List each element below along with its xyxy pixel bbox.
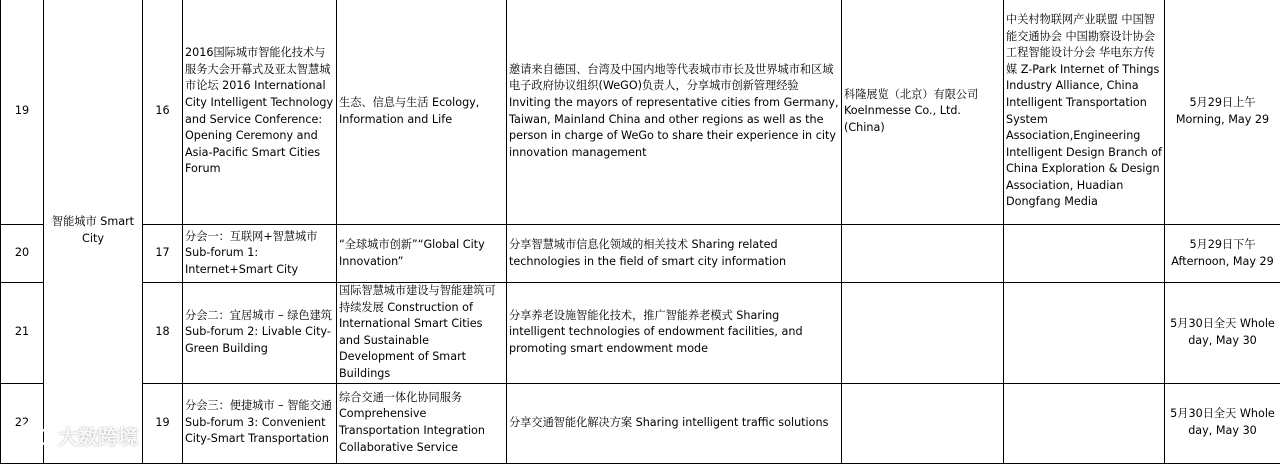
table-row — [1, 283, 1280, 384]
category-cell: 智能城市 Smart City — [44, 0, 143, 463]
content-cell: 分享养老设施智能化技术，推广智能养老模式 Sharing intelligent technologies of endowment facilities, and promoting smart endowment mode — [507, 283, 842, 384]
theme-cell: “全球城市创新”“Global City Innovation” — [337, 225, 507, 283]
row-index: 16 — [143, 0, 183, 225]
forum-cell: 2016国际城市智能化技术与服务大会开幕式及亚太智慧城市论坛 2016 International City Intelligent Technology and Service Conference: Opening Ceremony and Asia-Pacific Smart Cities Forum — [183, 0, 337, 225]
coorganizer-cell — [1004, 283, 1165, 384]
row-number: 21 — [1, 283, 44, 384]
forum-cell: 分会二：宜居城市 – 绿色建筑 Sub-forum 2: Livable City-Green Building — [183, 283, 337, 384]
watermark-text: 大数跨境 — [58, 421, 138, 450]
theme-cell: 国际智慧城市建设与智能建筑可持续发展 Construction of International Smart Cities and Sustainable Development of Smart Buildings — [337, 283, 507, 384]
forum-cell: 分会三：便捷城市 – 智能交通 Sub-forum 3: Convenient City-Smart Transportation — [183, 383, 337, 463]
forum-cell: 分会一：互联网+智慧城市 Sub-forum 1: Internet+Smart City — [183, 225, 337, 283]
row-index: 19 — [143, 383, 183, 463]
theme-cell: 综合交通一体化协同服务 Comprehensive Transportation Integration Collaborative Service — [337, 383, 507, 463]
table-row — [1, 383, 1280, 463]
time-cell: 5月29日上午 Morning, May 29 — [1165, 0, 1280, 225]
row-number: 20 — [1, 225, 44, 283]
coorganizer-cell: 中关村物联网产业联盟 中国智能交通协会 中国勘察设计协会工程智能设计分会 华电东方传媒 Z-Park Internet of Things Industry Alliance, China Intelligent Transportation System Association,Engineering Intelligent Design Branch of China Exploration & Design Association, Huadian Dongfang Media — [1004, 0, 1165, 225]
wechat-logo-icon — [14, 422, 52, 448]
organizer-cell — [842, 225, 1004, 283]
content-cell: 分享智慧城市信息化领域的相关技术 Sharing related technologies in the field of smart city information — [507, 225, 842, 283]
time-cell: 5月29日下午 Afternoon, May 29 — [1165, 225, 1280, 283]
table-row — [1, 0, 1280, 225]
content-cell: 邀请来自德国、台湾及中国内地等代表城市市长及世界城市和区域电子政府协议组织(WeGO)负责人，分享城市创新管理经验 Inviting the mayors of representative cities from Germany, Taiwan, Mainland China and other regions as well as the person in charge of WeGo to share their experience in city innovation management — [507, 0, 842, 225]
row-number: 19 — [1, 0, 44, 225]
time-cell: 5月30日全天 Whole day, May 30 — [1165, 283, 1280, 384]
organizer-cell — [842, 383, 1004, 463]
row-index: 18 — [143, 283, 183, 384]
content-cell: 分享交通智能化解决方案 Sharing intelligent traffic solutions — [507, 383, 842, 463]
watermark — [14, 420, 138, 450]
table-row — [1, 225, 1280, 283]
organizer-cell: 科隆展览（北京）有限公司 Koelnmesse Co., Ltd. (China) — [842, 0, 1004, 225]
row-number: 22 — [1, 383, 44, 463]
row-index: 17 — [143, 225, 183, 283]
theme-cell: 生态、信息与生活 Ecology, Information and Life — [337, 0, 507, 225]
coorganizer-cell — [1004, 225, 1165, 283]
time-cell: 5月30日全天 Whole day, May 30 — [1165, 383, 1280, 463]
coorganizer-cell — [1004, 383, 1165, 463]
organizer-cell — [842, 283, 1004, 384]
